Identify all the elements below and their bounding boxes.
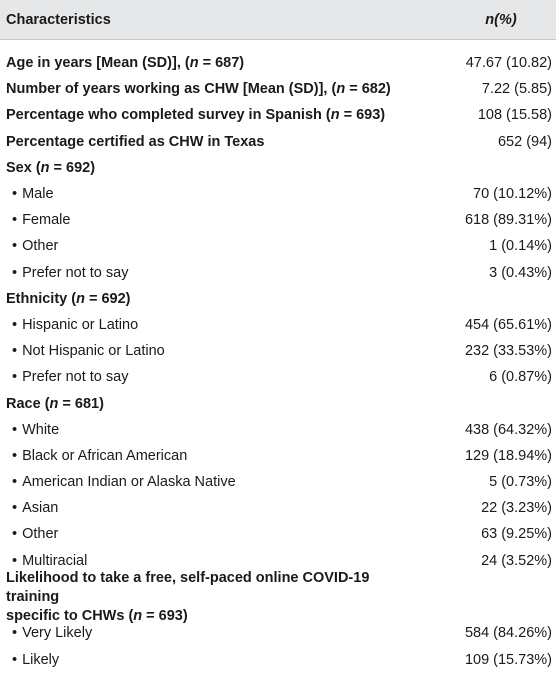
likelihood-line2a: specific to CHWs ( xyxy=(6,607,134,624)
table-row xyxy=(0,207,556,233)
row-value: 109 (15.73%) xyxy=(464,652,552,669)
table-body xyxy=(0,50,556,574)
bullet-icon: • xyxy=(12,421,18,438)
row-value: 7.22 (5.85) xyxy=(481,81,552,98)
row-value: 454 (65.61%) xyxy=(464,316,552,333)
n-symbol: n xyxy=(330,107,340,124)
n-symbol: n xyxy=(336,81,346,98)
row-label-tail: = 693) xyxy=(339,107,386,124)
row-label-text: Male xyxy=(22,186,54,203)
bullet-icon: • xyxy=(12,552,18,569)
bullet-icon: • xyxy=(12,212,18,229)
row-label xyxy=(0,343,412,359)
row-value: 6 (0.87%) xyxy=(489,369,552,386)
row-value: 63 (9.25%) xyxy=(481,526,552,543)
n-symbol: n xyxy=(76,290,85,307)
row-label-text: Other xyxy=(22,526,59,543)
table-row xyxy=(0,76,556,102)
row-label xyxy=(0,422,412,438)
row-label-text: Ethnicity ( xyxy=(6,290,77,307)
row-label xyxy=(0,567,412,626)
row-label-tail: = 681) xyxy=(58,395,104,412)
row-label-text: Black or African American xyxy=(22,447,188,464)
row-label-tail: = 682) xyxy=(345,81,391,98)
bullet-icon: • xyxy=(12,369,18,386)
row-value: 47.67 (10.82) xyxy=(465,55,552,72)
table-row xyxy=(0,443,556,469)
table-row xyxy=(0,469,556,495)
bullet-icon: • xyxy=(12,652,18,669)
table-row xyxy=(0,390,556,416)
row-label-text: White xyxy=(22,421,60,438)
bullet-icon: • xyxy=(12,238,18,255)
row-label xyxy=(0,107,412,123)
bullet-icon: • xyxy=(12,264,18,281)
likelihood-body xyxy=(0,619,556,674)
row-value: 438 (64.32%) xyxy=(464,421,552,438)
row-label xyxy=(0,212,412,228)
row-label-text: Percentage certified as CHW in Texas xyxy=(6,133,265,150)
table-row xyxy=(0,129,556,155)
n-symbol: n xyxy=(49,395,59,412)
n-symbol: n xyxy=(189,55,199,72)
n-symbol: n xyxy=(40,159,50,176)
row-label-text: Multiracial xyxy=(22,552,88,569)
row-label-text: Prefer not to say xyxy=(22,264,129,281)
row-label-tail: = 687) xyxy=(198,55,245,72)
table-row xyxy=(0,181,556,207)
row-value: 652 (94) xyxy=(497,133,552,150)
row-label xyxy=(0,369,412,385)
row-value: 70 (10.12%) xyxy=(473,186,552,203)
table-row xyxy=(0,364,556,390)
row-value: 24 (3.52%) xyxy=(481,552,552,569)
row-value: 22 (3.23%) xyxy=(481,500,552,517)
table-row xyxy=(0,521,556,547)
row-label-tail: = 692) xyxy=(84,290,131,307)
row-label xyxy=(0,448,412,464)
row-label xyxy=(0,238,412,254)
row-value: 1 (0.14%) xyxy=(489,238,552,255)
row-label-text: Age in years [Mean (SD)], ( xyxy=(6,55,190,72)
row-label-text: Not Hispanic or Latino xyxy=(22,343,165,360)
row-value: 129 (18.94%) xyxy=(464,447,552,464)
row-label xyxy=(0,526,412,542)
row-label xyxy=(0,160,412,176)
row-value: 3 (0.43%) xyxy=(489,264,552,281)
table-row xyxy=(0,646,556,674)
row-label-text: Hispanic or Latino xyxy=(22,316,139,333)
row-label xyxy=(0,55,412,71)
row-label-tail: = 692) xyxy=(49,159,96,176)
header-n-percent: n(%) xyxy=(485,11,517,28)
row-label xyxy=(0,317,412,333)
row-label xyxy=(0,474,412,490)
bullet-icon: • xyxy=(12,186,18,203)
header-gap xyxy=(0,40,556,50)
row-label-text: American Indian or Alaska Native xyxy=(22,474,236,491)
row-label xyxy=(0,186,412,202)
row-label xyxy=(0,625,412,641)
row-value: 618 (89.31%) xyxy=(464,212,552,229)
row-label-text: Likely xyxy=(22,652,60,669)
table-row xyxy=(0,155,556,181)
row-label xyxy=(0,265,412,281)
table-row xyxy=(0,495,556,521)
bullet-icon: • xyxy=(12,474,18,491)
row-label-text: Very Likely xyxy=(22,624,93,641)
row-value: 5 (0.73%) xyxy=(489,474,552,491)
bullet-icon: • xyxy=(12,343,18,360)
row-label-text: Other xyxy=(22,238,59,255)
table-row xyxy=(0,260,556,286)
table-row xyxy=(0,50,556,76)
row-label-text: Percentage who completed survey in Spanish ( xyxy=(6,107,331,124)
row-label xyxy=(0,291,412,307)
bullet-icon: • xyxy=(12,500,18,517)
table-row xyxy=(0,417,556,443)
row-value: 232 (33.53%) xyxy=(464,343,552,360)
bullet-icon: • xyxy=(12,447,18,464)
row-label-text: Sex ( xyxy=(6,159,41,176)
row-label xyxy=(0,652,412,668)
likelihood-line2b: = 693) xyxy=(142,607,188,624)
bullet-icon: • xyxy=(12,526,18,543)
header-characteristics: Characteristics xyxy=(6,11,111,28)
n-symbol: n xyxy=(133,607,143,624)
row-value: 108 (15.58) xyxy=(477,107,552,124)
row-value: 584 (84.26%) xyxy=(464,624,552,641)
row-label-text: Race ( xyxy=(6,395,50,412)
row-label xyxy=(0,396,412,412)
row-label xyxy=(0,500,412,516)
likelihood-line1: Likelihood to take a free, self-paced online COVID-19 training xyxy=(6,569,370,605)
table-row xyxy=(0,233,556,259)
row-label-text: Female xyxy=(22,212,71,229)
table-row xyxy=(0,286,556,312)
table-row xyxy=(0,312,556,338)
bullet-icon: • xyxy=(12,316,18,333)
bullet-icon: • xyxy=(12,624,18,641)
table-row xyxy=(0,338,556,364)
table-header xyxy=(0,0,556,40)
row-label-text: Asian xyxy=(22,500,59,517)
table-row xyxy=(0,569,556,624)
row-label-text: Number of years working as CHW [Mean (SD)], ( xyxy=(6,81,337,98)
table-row xyxy=(0,102,556,128)
row-label xyxy=(0,81,412,97)
row-label xyxy=(0,134,412,150)
row-label-text: Prefer not to say xyxy=(22,369,129,386)
